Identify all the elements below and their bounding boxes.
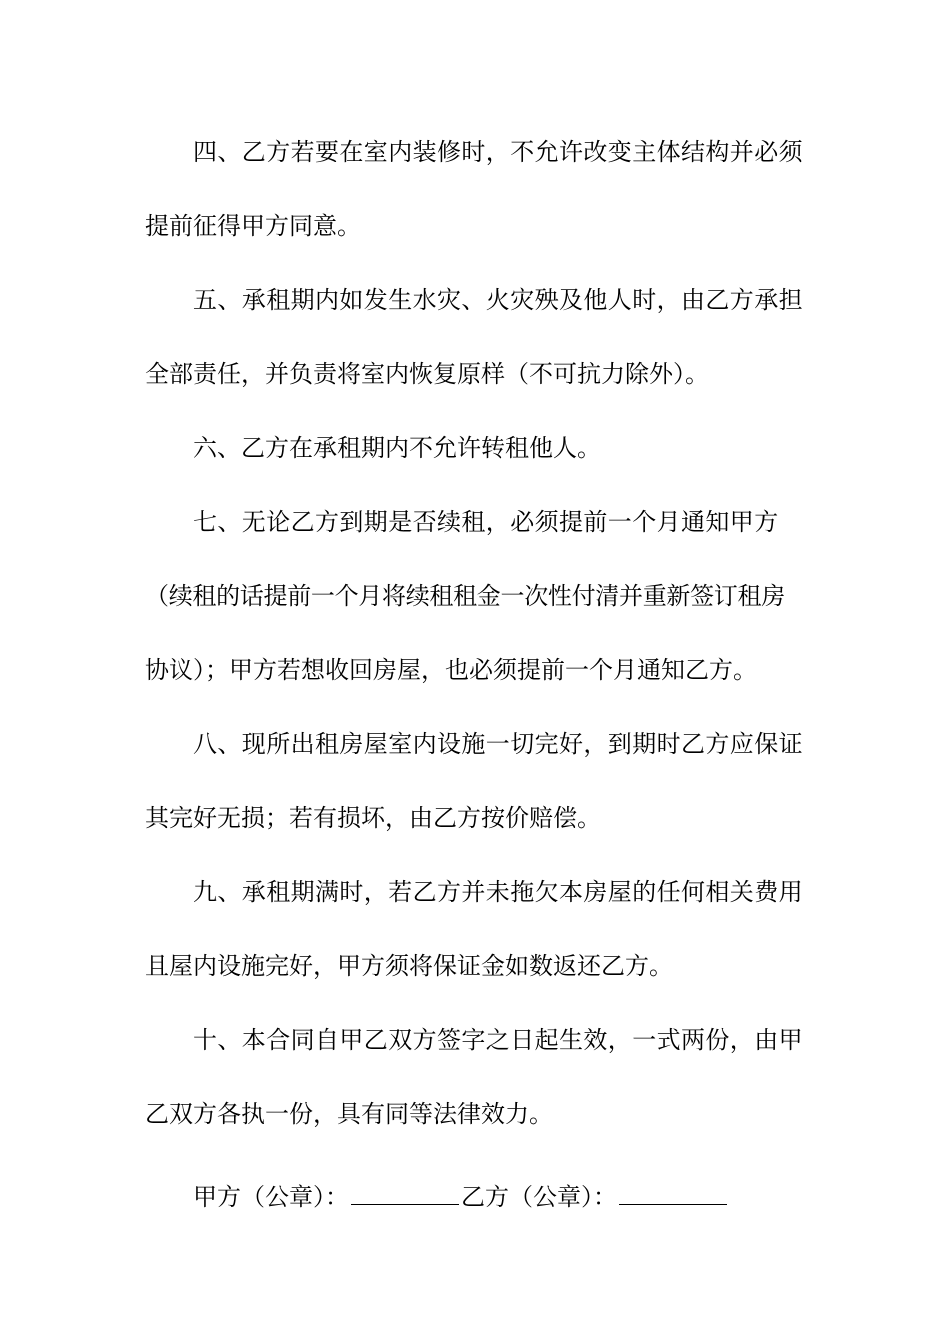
clause-4-line-2: 提前征得甲方同意。 bbox=[145, 212, 361, 240]
clause-10-line-1: 十、本合同自甲乙双方签字之日起生效，一式两份，由甲 bbox=[193, 1026, 803, 1054]
clause-7-line-3: 协议）；甲方若想收回房屋，也必须提前一个月通知乙方。 bbox=[145, 656, 757, 684]
party-a-signature-blank bbox=[351, 1182, 459, 1205]
party-b-signature-blank bbox=[619, 1182, 727, 1205]
clause-9-line-1: 九、承租期满时，若乙方并未拖欠本房屋的任何相关费用 bbox=[193, 878, 803, 906]
party-b-label: 乙方（公章）： bbox=[461, 1183, 617, 1211]
clause-10-line-2: 乙双方各执一份，具有同等法律效力。 bbox=[145, 1100, 553, 1128]
party-a-label: 甲方（公章）： bbox=[193, 1183, 349, 1211]
clause-7-line-2: （续租的话提前一个月将续租租金一次性付清并重新签订租房 bbox=[145, 582, 785, 610]
clause-5-line-2: 全部责任，并负责将室内恢复原样（不可抗力除外）。 bbox=[145, 360, 709, 388]
clause-5-line-1: 五、承租期内如发生水灾、火灾殃及他人时，由乙方承担 bbox=[193, 286, 803, 314]
clause-8-line-2: 其完好无损；若有损坏，由乙方按价赔偿。 bbox=[145, 804, 601, 832]
clause-6-line-1: 六、乙方在承租期内不允许转租他人。 bbox=[193, 434, 601, 462]
clause-8-line-1: 八、现所出租房屋室内设施一切完好，到期时乙方应保证 bbox=[193, 730, 803, 758]
clause-4-line-1: 四、乙方若要在室内装修时，不允许改变主体结构并必须 bbox=[193, 138, 803, 166]
signature-row bbox=[193, 1182, 729, 1212]
clause-9-line-2: 且屋内设施完好，甲方须将保证金如数返还乙方。 bbox=[145, 952, 673, 980]
clause-7-line-1: 七、无论乙方到期是否续租，必须提前一个月通知甲方 bbox=[193, 508, 779, 536]
